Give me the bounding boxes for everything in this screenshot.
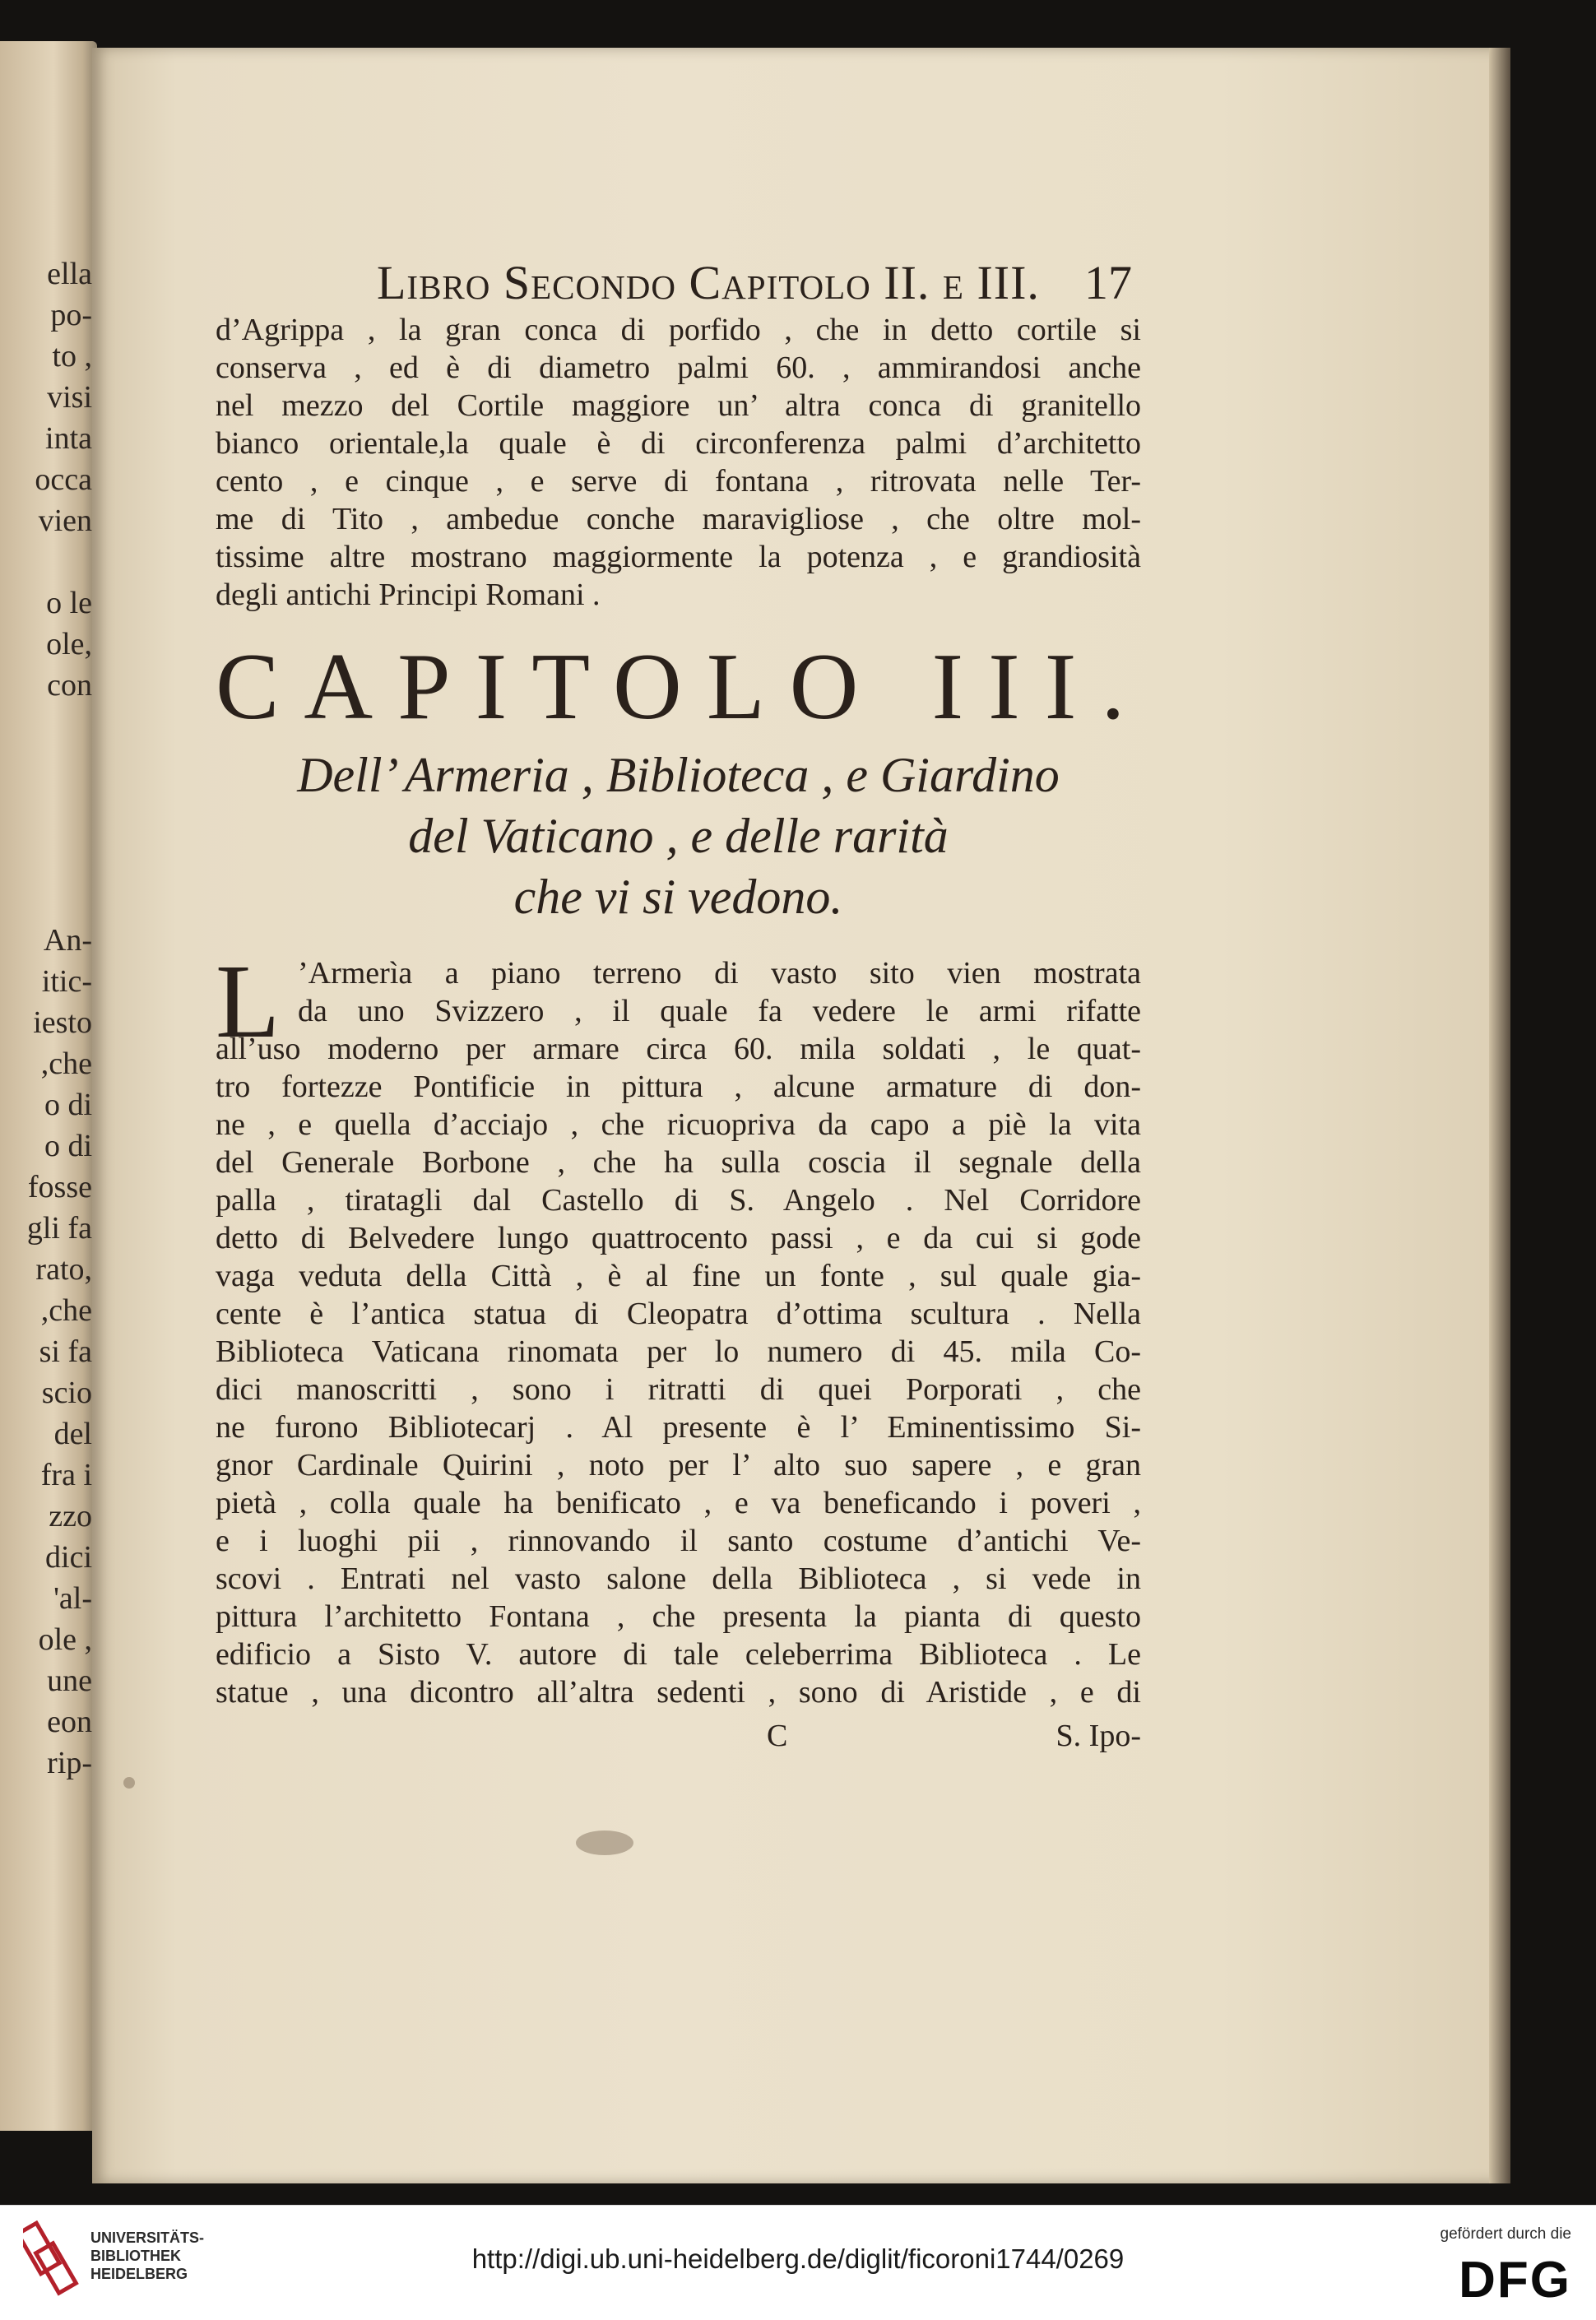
left-page-text-fragment: rato, [35,1252,92,1287]
left-page-text-fragment: scio [41,1376,92,1410]
text-line: ne , e quella d’acciajo , che ricuopriva da capo a piè la vita [216,1107,1141,1142]
text-line: ne furono Bibliotecarj . Al presente è l’ Eminentissimo Si- [216,1410,1141,1445]
text-line: nel mezzo del Cortile maggiore un’ altra conca di granitello [216,388,1141,423]
left-page-text-fragment: ella [47,257,92,291]
text-line: da uno Svizzero , il quale fa vedere le armi rifatte [298,994,1141,1028]
text-line: pittura l’architetto Fontana , che presenta la pianta di questo [216,1599,1141,1634]
ink-smudge [576,1830,633,1855]
text-line: tro fortezze Pontificie in pittura , alcune armature di don- [216,1070,1141,1104]
chapter-heading: CAPITOLO III. [216,634,1150,740]
left-page-text-fragment: iesto [33,1005,92,1040]
text-line: e i luoghi pii , rinnovando il santo costume d’antichi Ve- [216,1524,1141,1558]
left-page-text-fragment: ole, [46,627,92,661]
text-line: tissime altre mostrano maggiormente la potenza , e grandiosità [216,540,1141,574]
text-line: d’Agrippa , la gran conca di porfido , che in detto cortile si [216,313,1141,347]
text-line: degli antichi Principi Romani . [216,578,601,612]
chapter-subtitle-line: del Vaticano , e delle rarità [408,809,949,863]
left-page-text-fragment: o le [46,586,92,620]
left-page-text-fragment: vien [38,503,92,538]
signature-mark: C [767,1719,788,1753]
text-line: conserva , ed è di diametro palmi 60. , ammirandosi anche [216,350,1141,385]
text-line: Biblioteca Vaticana rinomata per lo numero di 45. mila Co- [216,1334,1141,1369]
permalink-url[interactable]: http://digi.ub.uni-heidelberg.de/diglit/ficoroni1744/0269 [471,2243,1125,2274]
text-line: dici manoscritti , sono i ritratti di quei Porporati , che [216,1372,1141,1407]
text-line: vaga veduta della Città , è al fine un fonte , sul quale gia- [216,1259,1141,1293]
chapter-subtitle-line: Dell’ Armeria , Biblioteca , e Giardino [297,748,1060,802]
left-page-text-fragment: dici [45,1540,92,1575]
text-line: edificio a Sisto V. autore di tale celeberrima Biblioteca . Le [216,1637,1141,1672]
left-page-edge [0,41,97,2131]
left-page-text-fragment: gli fa [26,1211,92,1246]
left-page-text-fragment: occa [35,462,92,497]
text-line: scovi . Entrati nel vasto salone della Biblioteca , si vede in [216,1561,1141,1596]
text-line: all’uso moderno per armare circa 60. mila soldati , le quat- [216,1032,1141,1066]
running-head [377,255,1134,313]
institution-name-line: HEIDELBERG [90,2266,188,2282]
text-line: palla , tiratagli dal Castello di S. Angelo . Nel Corridore [216,1183,1141,1218]
left-page-text-fragment: fosse [27,1170,92,1204]
text-line: me di Tito , ambedue conche maravigliose , che oltre mol- [216,502,1141,536]
signature-line [216,1718,1141,1756]
institution-name-line: UNIVERSITÄTS- [90,2230,205,2246]
left-page-text-fragment: po- [50,298,92,332]
left-page-text-fragment: o di [44,1129,92,1163]
left-page-text-fragment: zzo [49,1499,92,1534]
text-line: cento , e cinque , e serve di fontana , ritrovata nelle Ter- [216,464,1141,499]
text-block-continuation [216,311,1141,614]
left-page-text-fragment: une [47,1663,92,1698]
text-line: cente è l’antica statua di Cleopatra d’ottima scultura . Nella [216,1297,1141,1331]
drop-cap: L [216,943,281,1060]
funded-by-label: gefördert durch die [1440,2225,1571,2243]
left-page-text-fragment: itic- [41,964,92,999]
page-edge-shadow [1489,48,1510,2183]
text-block-chapter-body [216,943,1141,1711]
left-page-text-fragment: ,che [40,1046,92,1081]
left-page-text-fragment: 'al- [53,1581,92,1616]
running-head-title: Libro Secondo Capitolo II. e III. [377,256,1040,309]
dfg-logo: DFG [1459,2252,1571,2308]
left-page-text-fragment: to , [52,339,92,374]
left-page-text-fragment: si fa [39,1334,92,1369]
left-page-text-fragment: rip- [47,1746,92,1780]
text-line: detto di Belvedere lungo quattrocento passi , e da cui si gode [216,1221,1141,1255]
chapter-subtitle [216,745,1141,927]
text-line: statue , una dicontro all’altra sedenti , sono di Aristide , e di [216,1675,1141,1710]
footer-bar [0,2205,1596,2320]
institution-name-line: BIBLIOTHEK [90,2248,181,2264]
left-page-text-fragment: fra i [40,1458,92,1492]
left-page-text-fragment: inta [45,421,92,456]
left-page-text-fragment: visi [47,380,92,415]
text-line: del Generale Borbone , che ha sulla coscia il segnale della [216,1145,1141,1180]
catchword: S. Ipo- [1055,1719,1141,1753]
text-line: gnor Cardinale Quirini , noto per l’ alto suo sapere , e gran [216,1448,1141,1482]
ink-smudge [123,1777,135,1789]
page-number: 17 [1084,256,1132,309]
left-page-text-fragment: ,che [40,1293,92,1328]
left-page-text-fragment: ole , [38,1622,92,1657]
left-page-text-fragment: o di [44,1088,92,1122]
text-line: ’Armerìa a piano terreno di vasto sito vien mostrata [298,956,1141,991]
left-page-text-fragment: An- [43,923,92,958]
left-page-text-fragment: del [53,1417,92,1451]
left-page-text-fragment: con [47,668,92,703]
left-page-text-fragment: eon [47,1705,92,1739]
chapter-subtitle-line: che vi si vedono. [513,870,843,924]
text-line: bianco orientale,la quale è di circonferenza palmi d’architetto [216,426,1141,461]
text-line: pietà , colla quale ha benificato , e va beneficando i poveri , [216,1486,1141,1520]
